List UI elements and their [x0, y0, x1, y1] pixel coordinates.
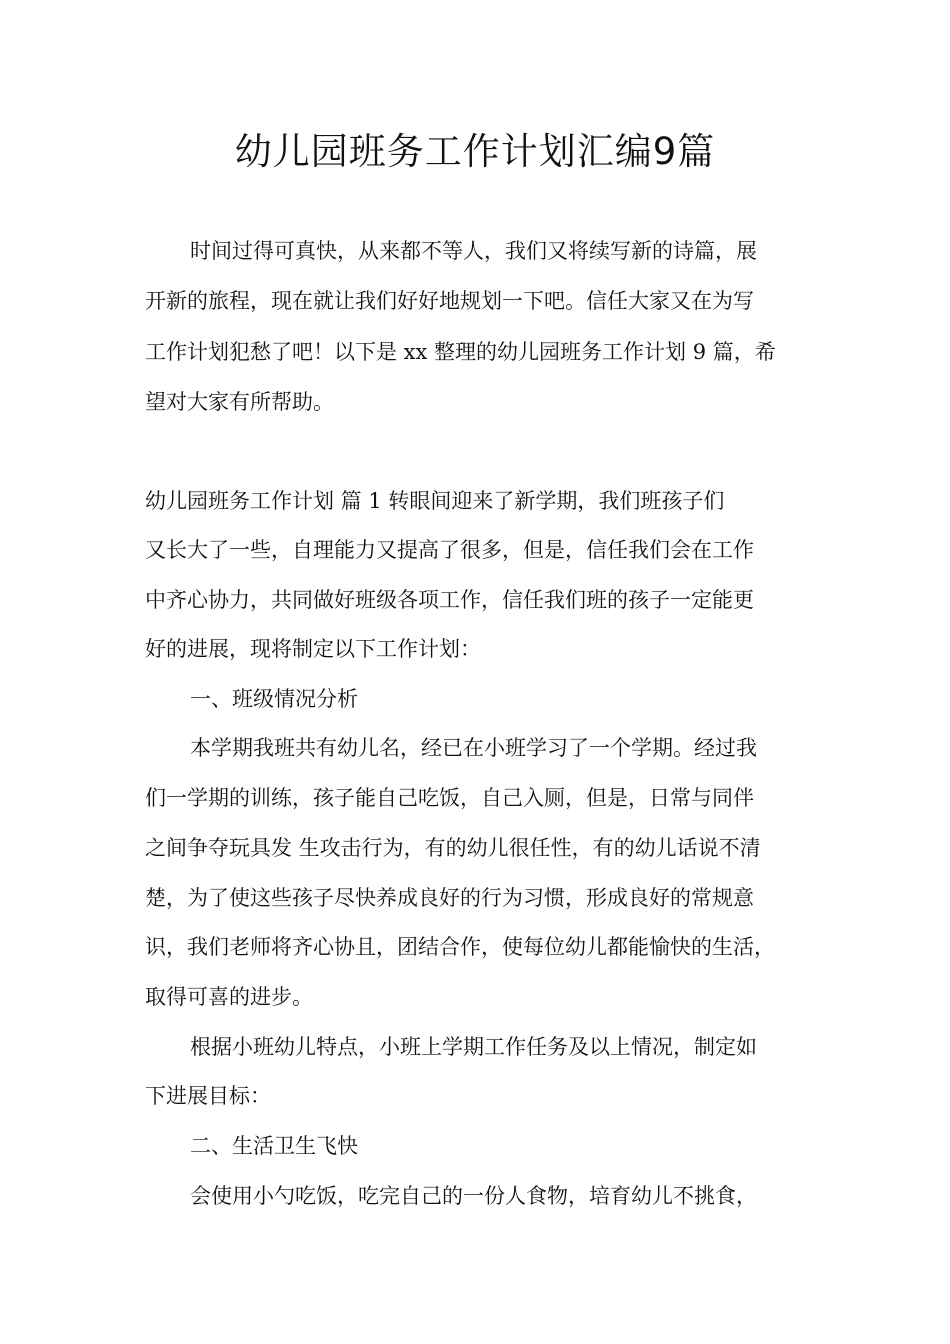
document-title: 幼儿园班务工作计划汇编9篇	[234, 130, 716, 173]
para3-line-1: 会使用小勺吃饭，吃完自己的一份人食物，培育幼儿不挑食，	[190, 1184, 757, 1208]
para1-line-6: 取得可喜的进步。	[145, 985, 313, 1009]
heading-life-hygiene: 二、生活卫生飞快	[190, 1134, 358, 1158]
intro-line-1: 时间过得可真快，从来都不等人，我们又将续写新的诗篇，展	[190, 239, 757, 263]
section1-line-2: 又长大了一些，自理能力又提高了很多，但是，信任我们会在工作	[145, 538, 754, 562]
para1-line-3: 之间争夺玩具发 生攻击行为，有的幼儿很任性，有的幼儿话说不清	[145, 836, 761, 860]
section1-line-4: 好的进展，现将制定以下工作计划：	[145, 637, 481, 661]
section1-line-3: 中齐心协力，共同做好班级各项工作，信任我们班的孩子一定能更	[145, 588, 754, 612]
para2-line-1: 根据小班幼儿特点，小班上学期工作任务及以上情况，制定如	[190, 1035, 757, 1059]
para1-line-1: 本学期我班共有幼儿名，经已在小班学习了一个学期。经过我	[190, 736, 757, 760]
para1-line-5: 识，我们老师将齐心协且，团结合作，使每位幼儿都能愉快的生活，	[145, 935, 775, 959]
intro-line-4: 望对大家有所帮助。	[145, 390, 334, 414]
heading-class-analysis: 一、班级情况分析	[190, 687, 358, 711]
para2-line-2: 下进展目标：	[145, 1084, 271, 1108]
intro-line-2: 开新的旅程，现在就让我们好好地规划一下吧。信任大家又在为写	[145, 289, 754, 313]
intro-line-3: 工作计划犯愁了吧！以下是 xx 整理的幼儿园班务工作计划 9 篇，希	[145, 340, 776, 364]
section1-line-1: 幼儿园班务工作计划 篇 1 转眼间迎来了新学期，我们班孩子们	[145, 489, 725, 513]
para1-line-2: 们一学期的训练，孩子能自己吃饭，自己入厕，但是，日常与同伴	[145, 786, 754, 810]
para1-line-4: 楚，为了使这些孩子尽快养成良好的行为习惯，形成良好的常规意	[145, 886, 754, 910]
